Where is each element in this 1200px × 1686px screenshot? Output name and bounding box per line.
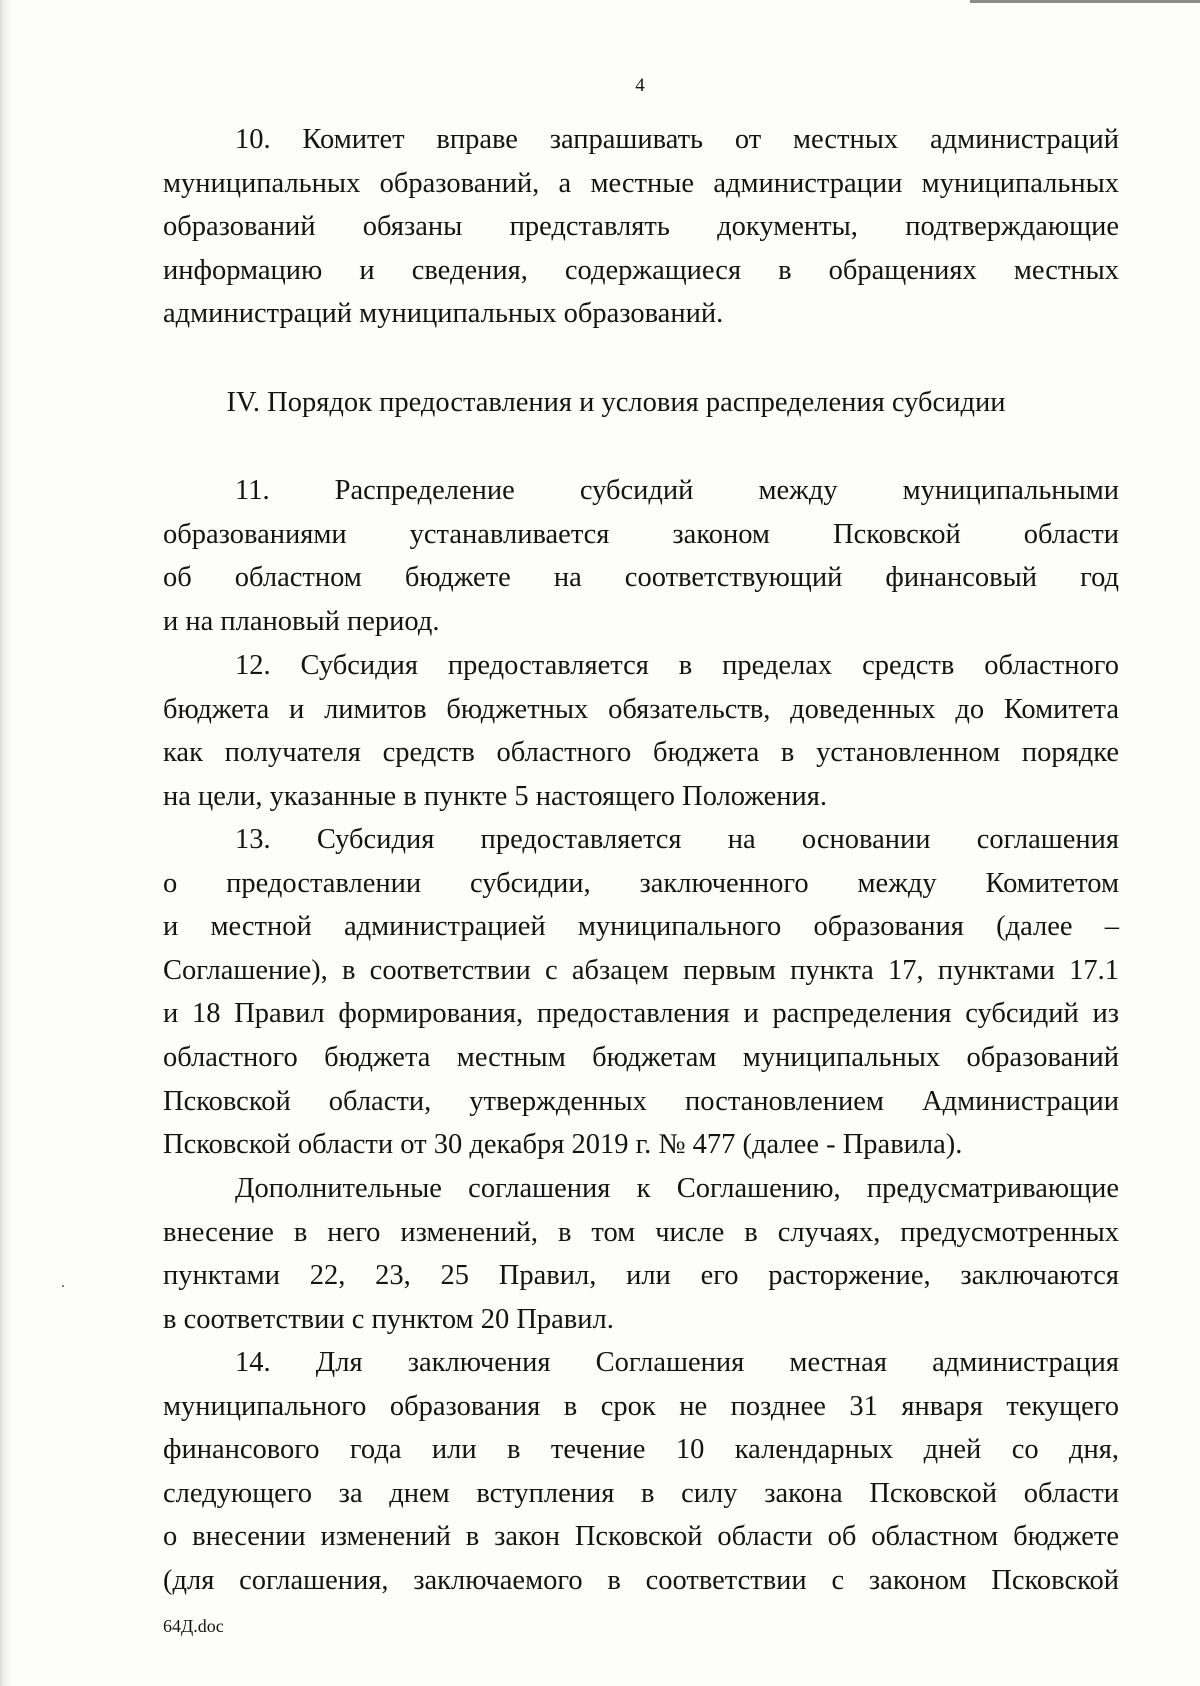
text-line: Псковской области от 30 декабря 2019 г. № 477 (далее - Правила).: [163, 1129, 963, 1161]
text-line: 14. Для заключения Соглашения местная администрация: [235, 1347, 1119, 1378]
text-line: на цели, указанные в пункте 5 настоящего Положения.: [163, 780, 828, 812]
text-line: о внесении изменений в закон Псковской области об областном бюджете: [163, 1521, 1119, 1553]
text-line: и 18 Правил формирования, предоставления и распределения субсидий из: [163, 998, 1119, 1030]
text-line: Псковской области, утвержденных постановлением Администрации: [163, 1085, 1119, 1117]
text-line: как получателя средств областного бюджета в установленном порядке: [163, 737, 1119, 769]
text-line: об областном бюджете на соответствующий финансовый год: [163, 562, 1119, 594]
scan-speck: [62, 1285, 64, 1287]
text-line: и местной администрацией муниципального образования (далее –: [163, 911, 1119, 943]
text-line: 13. Субсидия предоставляется на основании соглашения: [235, 824, 1119, 855]
text-line: и на плановый период.: [163, 605, 440, 637]
text-line: финансового года или в течение 10 календарных дней со дня,: [163, 1434, 1119, 1466]
scan-edge: [0, 0, 12, 1686]
text-line: образованиями устанавливается законом Псковской области: [163, 518, 1119, 550]
text-line: администраций муниципальных образований.: [163, 298, 724, 330]
text-line: Соглашение), в соответствии с абзацем первым пункта 17, пунктами 17.1: [163, 954, 1119, 986]
text-line: пунктами 22, 23, 25 Правил, или его расторжение, заключаются: [163, 1260, 1119, 1292]
text-line: (для соглашения, заключаемого в соответствии с законом Псковской: [163, 1564, 1119, 1596]
text-line: информацию и сведения, содержащиеся в обращениях местных: [163, 254, 1119, 286]
text-line: 10. Комитет вправе запрашивать от местных администраций: [235, 124, 1119, 155]
text-line: в соответствии с пунктом 20 Правил.: [163, 1303, 614, 1335]
text-line: муниципального образования в срок не позднее 31 января текущего: [163, 1390, 1119, 1422]
text-line: следующего за днем вступления в силу закона Псковской области: [163, 1477, 1119, 1509]
scan-top-line: [970, 0, 1200, 3]
text-line: образований обязаны представлять документы, подтверждающие: [163, 211, 1119, 243]
page-number: 4: [635, 75, 645, 96]
text-line: 12. Субсидия предоставляется в пределах средств областного: [235, 650, 1119, 681]
paragraph-13: [163, 818, 1119, 1167]
text-line: 11. Распределение субсидий между муниципальными: [235, 475, 1119, 506]
text-line: областного бюджета местным бюджетам муниципальных образований: [163, 1041, 1119, 1073]
section-heading: IV. Порядок предоставления и условия распределения субсидии: [226, 387, 1006, 418]
paragraph-10: [163, 118, 1119, 336]
text-line: о предоставлении субсидии, заключенного между Комитетом: [163, 867, 1119, 899]
text-line: бюджета и лимитов бюджетных обязательств, доведенных до Комитета: [163, 693, 1119, 725]
text-line: муниципальных образований, а местные администрации муниципальных: [163, 167, 1119, 199]
text-line: Дополнительные соглашения к Соглашению, предусматривающие: [235, 1173, 1119, 1204]
paragraph-11: [163, 469, 1119, 643]
footer-filename: 64Д.doc: [163, 1616, 224, 1636]
paragraph-14: [163, 1341, 1119, 1603]
text-line: внесение в него изменений, в том числе в случаях, предусмотренных: [163, 1216, 1119, 1248]
paragraph-13-supplement: [163, 1167, 1119, 1341]
paragraph-12: [163, 644, 1119, 818]
